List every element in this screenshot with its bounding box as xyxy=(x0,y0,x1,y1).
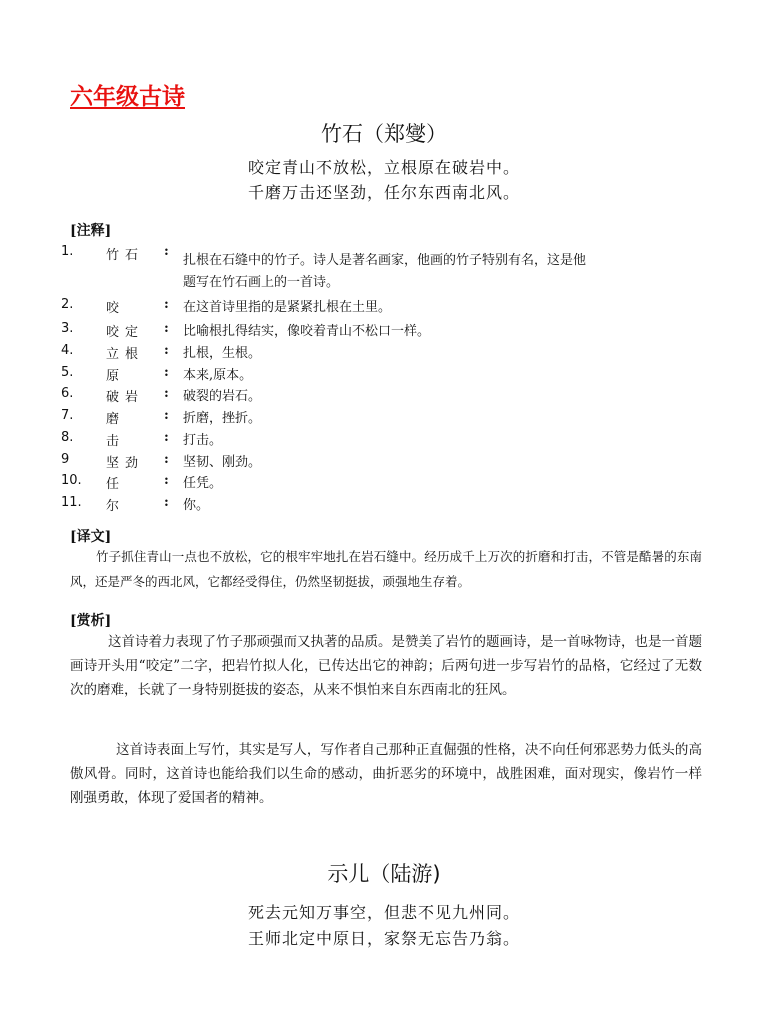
notes-heading: [注释] xyxy=(70,223,112,239)
note-term: 击 xyxy=(106,434,126,449)
poem1-line-2: 千磨万击还坚劲，任尔东西南北风。 xyxy=(247,183,520,202)
note-definition: 任凭。 xyxy=(183,476,223,491)
note-definition: 打击。 xyxy=(183,433,223,448)
note-colon: : xyxy=(164,297,169,312)
note-colon: : xyxy=(164,321,169,336)
note-number: 5. xyxy=(61,365,74,380)
note-term: 咬 xyxy=(106,301,126,316)
note-item xyxy=(0,386,768,408)
note-number: 1. xyxy=(61,244,74,259)
note-item xyxy=(0,452,768,474)
note-number: 11. xyxy=(61,495,82,510)
poem1-line-1: 咬定青山不放松，立根原在破岩中。 xyxy=(247,158,520,177)
note-term: 磨 xyxy=(106,412,126,427)
note-colon: : xyxy=(164,386,169,401)
note-definition: 扎根，生根。 xyxy=(183,346,262,361)
appreciation-paragraph-2: 这首诗表面上写竹，其实是写人，写作者自己那种正直倔强的性格，决不向任何邪恶势力低头的高傲风骨。同时，这首诗也能给我们以生命的感动，曲折恶劣的环境中，战胜困难，面对现实，像岩竹一样刚强勇敢，体现了爱国者的精神。 xyxy=(70,742,702,806)
note-colon: : xyxy=(164,244,169,259)
note-number: 9 xyxy=(61,452,70,467)
note-number: 7. xyxy=(61,408,74,423)
note-item xyxy=(0,365,768,387)
note-term: 破岩 xyxy=(106,390,145,405)
note-definition-line-2: 题写在竹石画上的一首诗。 xyxy=(183,275,340,290)
poem1-title: 竹石（郑燮） xyxy=(321,122,447,146)
appreciation-heading: [赏析] xyxy=(70,613,112,629)
note-colon: : xyxy=(164,365,169,380)
note-definition: 坚韧、刚劲。 xyxy=(183,455,262,470)
note-colon: : xyxy=(164,343,169,358)
note-term: 竹石 xyxy=(106,248,145,263)
note-definition: 本来,原本。 xyxy=(183,368,253,383)
note-term: 坚劲 xyxy=(106,456,145,471)
note-definition xyxy=(183,250,703,294)
note-definition-line-1: 扎根在石缝中的竹子。诗人是著名画家，他画的竹子特别有名，这是他 xyxy=(183,253,587,268)
note-item xyxy=(0,408,768,430)
note-item xyxy=(0,430,768,452)
note-definition: 破裂的岩石。 xyxy=(183,389,262,404)
note-item xyxy=(0,343,768,365)
note-number: 8. xyxy=(61,430,74,445)
page-title: 六年级古诗 xyxy=(70,84,185,110)
poem2-line-2: 王师北定中原日，家祭无忘告乃翁。 xyxy=(247,929,520,948)
note-item xyxy=(0,297,768,319)
note-definition: 你。 xyxy=(183,498,210,513)
note-definition: 折磨，挫折。 xyxy=(183,411,262,426)
note-definition: 在这首诗里指的是紧紧扎根在土里。 xyxy=(183,300,392,315)
note-colon: : xyxy=(164,430,169,445)
note-item xyxy=(0,321,768,343)
note-colon: : xyxy=(164,495,169,510)
poem2-line-1: 死去元知万事空，但悲不见九州同。 xyxy=(247,903,520,922)
note-number: 10. xyxy=(61,473,82,488)
note-item xyxy=(0,244,768,290)
note-term: 立根 xyxy=(106,347,145,362)
note-number: 3. xyxy=(61,321,74,336)
note-colon: : xyxy=(164,452,169,467)
note-term: 咬定 xyxy=(106,325,145,340)
note-item xyxy=(0,495,768,517)
translation-text: 竹子抓住青山一点也不放松，它的根牢牢地扎在岩石缝中。经历成千上万次的折磨和打击，不管是酷暑的东南风，还是严冬的西北风，它都经受得住，仍然坚韧挺拔，顽强地生存着。 xyxy=(70,549,702,589)
note-number: 6. xyxy=(61,386,74,401)
poem2-title: 示儿（陆游) xyxy=(327,862,441,886)
note-colon: : xyxy=(164,473,169,488)
note-term: 任 xyxy=(106,477,126,492)
note-definition: 比喻根扎得结实，像咬着青山不松口一样。 xyxy=(183,324,431,339)
note-item xyxy=(0,473,768,495)
note-term: 尔 xyxy=(106,499,126,514)
note-colon: : xyxy=(164,408,169,423)
note-number: 2. xyxy=(61,297,74,312)
translation-heading: [译文] xyxy=(70,529,112,545)
note-number: 4. xyxy=(61,343,74,358)
note-term: 原 xyxy=(106,369,126,384)
appreciation-paragraph-1: 这首诗着力表现了竹子那顽强而又执著的品质。是赞美了岩竹的题画诗，是一首咏物诗，也是一首题画诗开头用“咬定”二字，把岩竹拟人化，已传达出它的神韵；后两句进一步写岩竹的品格，它经过了无数次的磨难，长就了一身特别挺拔的姿态，从来不惧怕来自东西南北的狂风。 xyxy=(70,634,702,698)
